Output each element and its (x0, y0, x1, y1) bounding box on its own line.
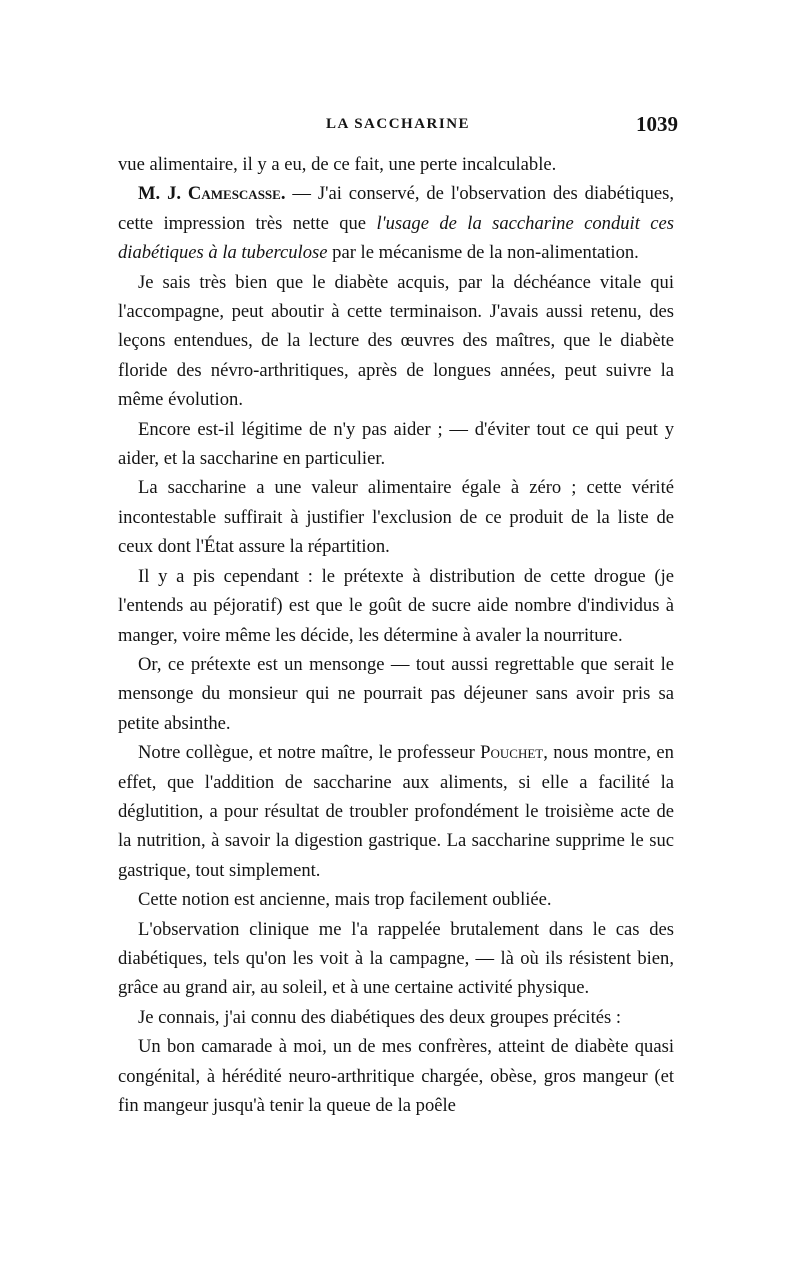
paragraph (118, 738, 674, 885)
paragraph-text: Cette notion est ancienne, mais trop facilement oubliée. (138, 889, 552, 911)
paragraph-text: Notre collègue, et notre maître, le professeur (138, 742, 481, 764)
running-title: LA SACCHARINE (325, 116, 471, 132)
paragraph-text: La saccharine a une valeur alimentaire égale à zéro ; cette vérité incontestable suffirait à justifier l'exclusion de ce produit de la liste de ceux dont l'État assure la répartition. (118, 477, 674, 558)
paragraph-text: Or, ce prétexte est un mensonge — tout aussi regrettable que serait le mensonge du monsieur qui ne pourrait pas déjeuner sans avoir pris sa petite absinthe. (118, 653, 674, 734)
paragraph (118, 915, 674, 1003)
paragraph (118, 885, 674, 914)
paragraph (118, 562, 674, 650)
paragraph-text: , nous montre, en effet, que l'addition de saccharine aux aliments, si elle a facilité la déglutition, a pour résultat de troubler profondément le troisième acte de la nutrition, à savoir la digestion gastrique. La saccharine supprime le suc gastrique, tout simplement. (118, 742, 674, 881)
paragraph-text: Encore est-il légitime de n'y pas aider ; — d'éviter tout ce qui peut y aider, et la saccharine en particulier. (118, 418, 674, 470)
page-number: 1039 (636, 112, 678, 136)
paragraph-text: — J'ai conservé, de l'observation des diabétiques, cette impression très nette que (118, 183, 675, 234)
paragraph-text: vue alimentaire, il y a eu, de ce fait, une perte incalculable. (118, 154, 557, 175)
paragraph-text: Je connais, j'ai connu des diabétiques des deux groupes précités : (138, 1006, 622, 1028)
paragraph (118, 268, 674, 415)
page-header (118, 112, 678, 142)
body-text (118, 150, 674, 1120)
paragraph-text: Un bon camarade à moi, un de mes confrères, atteint de diabète quasi congénital, à hérédité neuro-arthritique chargée, obèse, gros mangeur (et fin mangeur jusqu'à tenir la queue de la poêle (118, 1036, 674, 1116)
paragraph (118, 473, 674, 561)
paragraph-text: Je sais très bien que le diabète acquis, par la déchéance vitale qui l'accompagne, peut aboutir à cette terminaison. J'avais aussi retenu, des leçons entendues, de la lecture des œuvres des maîtres, que le diabète floride des névro-arthritiques, après de longues années, peut suivre la même évolution. (118, 271, 674, 411)
paragraph-text: par le mécanisme de la non-alimentation. (327, 242, 639, 264)
paragraph (118, 179, 674, 267)
paragraph (118, 650, 674, 738)
paragraph-text: Il y a pis cependant : le prétexte à distribution de cette drogue (je l'entends au péjoratif) est que le goût de sucre aide nombre d'individus à manger, voire même les décide, les détermine à avaler la nourriture. (118, 565, 674, 646)
person-name: Pouchet (480, 742, 544, 764)
paragraph (118, 1032, 674, 1120)
italic-quote: l'usage de la saccharine conduit ces diabétiques à la tuberculose (118, 212, 675, 264)
paragraph (118, 415, 674, 474)
speaker-name: M. J. Camescasse. (138, 183, 286, 205)
paragraph (118, 150, 674, 179)
paragraph (118, 1003, 674, 1032)
paragraph-text: L'observation clinique me l'a rappelée brutalement dans le cas des diabétiques, tels qu'on les voit à la campagne, — là où ils résistent bien, grâce au grand air, au soleil, et à une certaine activité physique. (118, 918, 674, 999)
